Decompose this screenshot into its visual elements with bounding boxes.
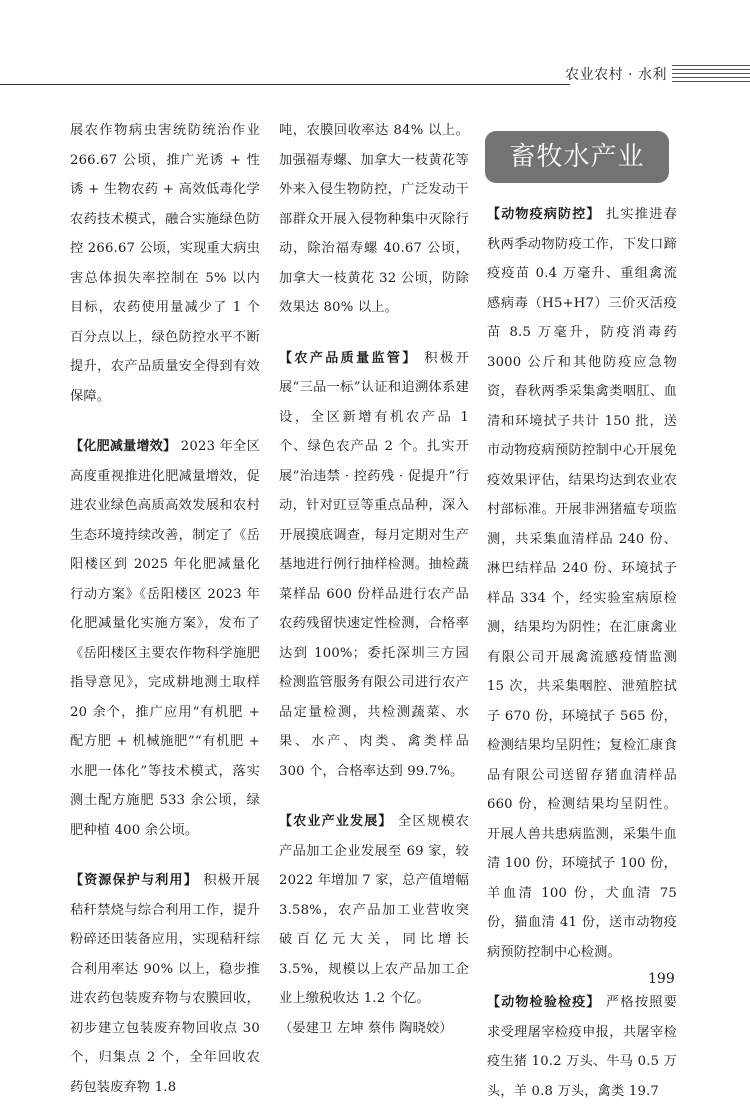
- paragraph-invasive-species: 吨，农膜回收率达 84% 以上。加强福寿螺、加拿大一枝黄花等外来入侵生物防控，广泛发动干部群众开展入侵物种集中灭除行动，除治福寿螺 40.67 公顷，加拿大一枝黄花 32 公顷，防除效果达 80% 以上。: [279, 123, 469, 315]
- column-1: [70, 116, 260, 1102]
- paragraph-quality-supervision: 【农产品质量监管】 积极开展“三品一标”认证和追溯体系建设，全区新增有机农产品 1 个、绿色农产品 2 个。扎实开展“治违禁 · 控药残 · 促提升”行动，针对豇豆等重点品种，深入开展摸底调查，每月定期对生产基地进行例行抽样检测。抽检蔬菜样品 600 份样品进行农产品农药残留快速定性检测，合格率达到 100%；委托深圳三方园检测监管服务有限公司进行农产品定量检测，共检测蔬菜、水果、水产、肉类、禽类样品 300 个，合格率达到 99.7%。: [279, 350, 469, 779]
- column-2: [279, 116, 469, 1043]
- paragraph-pest-control: 展农作物病虫害统防统治作业 266.67 公顷，推广光诱 + 性诱 + 生物农药 + 高效低毒化学农药技术模式，融合实施绿色防控 266.67 公顷，实现重大病虫害总体损失率控制在 5% 以内目标，农药使用量减少了 1 个百分点以上，绿色防控水平不断提升，农产品质量安全得到有效保障。: [70, 123, 261, 404]
- heading-epidemic-prevention: 【动物疫病防控】: [487, 207, 601, 222]
- paragraph-resource-protection: 【资源保护与利用】 积极开展秸秆禁烧与综合利用工作，提升粉碎还田装备应用，实现秸秆综合利用率达 90% 以上，稳步推进农药包装废弃物与农膜回收，初步建立包装废弃物回收点 30 个，归集点 2 个，全年回收农药包装废弃物 1.8: [70, 873, 260, 1095]
- header-stripes-decoration: [672, 65, 750, 83]
- paragraph-animal-inspection: 【动物检验检疫】 严格按照要求受理屠宰检疫申报，共屠宰检疫生猪 10.2 万头、牛马 0.5 万头，羊 0.8 万头，禽类 19.7: [487, 995, 677, 1099]
- running-header-section: 农业农村 · 水利: [565, 67, 667, 83]
- heading-industry-development: 【农业产业发展】: [279, 814, 393, 829]
- heading-resource-protection: 【资源保护与利用】: [70, 873, 198, 888]
- page-number: 199: [648, 971, 675, 987]
- paragraph-industry-development: 【农业产业发展】 全区规模农产品加工企业发展至 69 家，较 2022 年增加 7 家，总产值增幅 3.58%，农产品加工业营收突破百亿元大关，同比增长 3.5%，规模以上农产品加工企业上缴税收达 1.2 个亿。 （晏建卫 左坤 蔡伟 陶晓姣）: [279, 814, 470, 1036]
- heading-animal-inspection: 【动物检验检疫】: [487, 995, 601, 1010]
- heading-quality-supervision: 【农产品质量监管】: [279, 350, 418, 366]
- author-credit: （晏建卫 左坤 蔡伟 陶晓姣）: [279, 1020, 453, 1036]
- paragraph-fertilizer-reduction: 【化肥减量增效】 2023 年全区高度重视推进化肥减量增效，促进农业绿色高质高效发展和农村生态环境持续改善，制定了《岳阳楼区到 2025 年化肥减量化行动方案》《岳阳楼区 2023 年化肥减量化实施方案》，发布了《岳阳楼区主要农作物科学施肥指导意见》，完成耕地测土取样 20 余个，推广应用“有机肥 + 配方肥 + 机械施肥”“有机肥 + 水肥一体化”等技术模式，落实测土配方施肥 533 余公顷，绿肥种植 400 余公顷。: [70, 439, 260, 838]
- paragraph-epidemic-prevention: 【动物疫病防控】 扎实推进春秋两季动物防疫工作，下发口蹄疫疫苗 0.4 万毫升、重组禽流感病毒（H5+H7）三价灭活疫苗 8.5 万毫升，防疫消毒药 3000 公斤和其他防疫应急物资，春秋两季采集禽类咽肛、血清和环境拭子共计 150 批，送市动物疫病预防控制中心开展免疫效果评估，结果均达到农业农村部标准。开展非洲猪瘟专项监测，共采集血清样品 240 份、淋巴结样品 240 份、环境拭子样品 334 个，经实验室病原检测，结果均为阴性；在汇康禽业有限公司开展禽流感疫情监测 15 次，共采集咽腔、泄殖腔拭子 670 份，环境拭子 565 份，检测结果均呈阴性；复检汇康食品有限公司送留存猪血清样品 660 份，检测结果均呈阴性。开展人兽共患病监测，采集牛血清 100 份，环境拭子 100 份，羊血清 100 份，犬血清 75 份，猫血清 41 份，送市动物疫病预防控制中心检测。: [487, 207, 677, 960]
- heading-fertilizer-reduction: 【化肥减量增效】: [70, 439, 177, 454]
- section-banner: 畜牧水产业: [485, 131, 669, 183]
- header-rule: [0, 84, 570, 85]
